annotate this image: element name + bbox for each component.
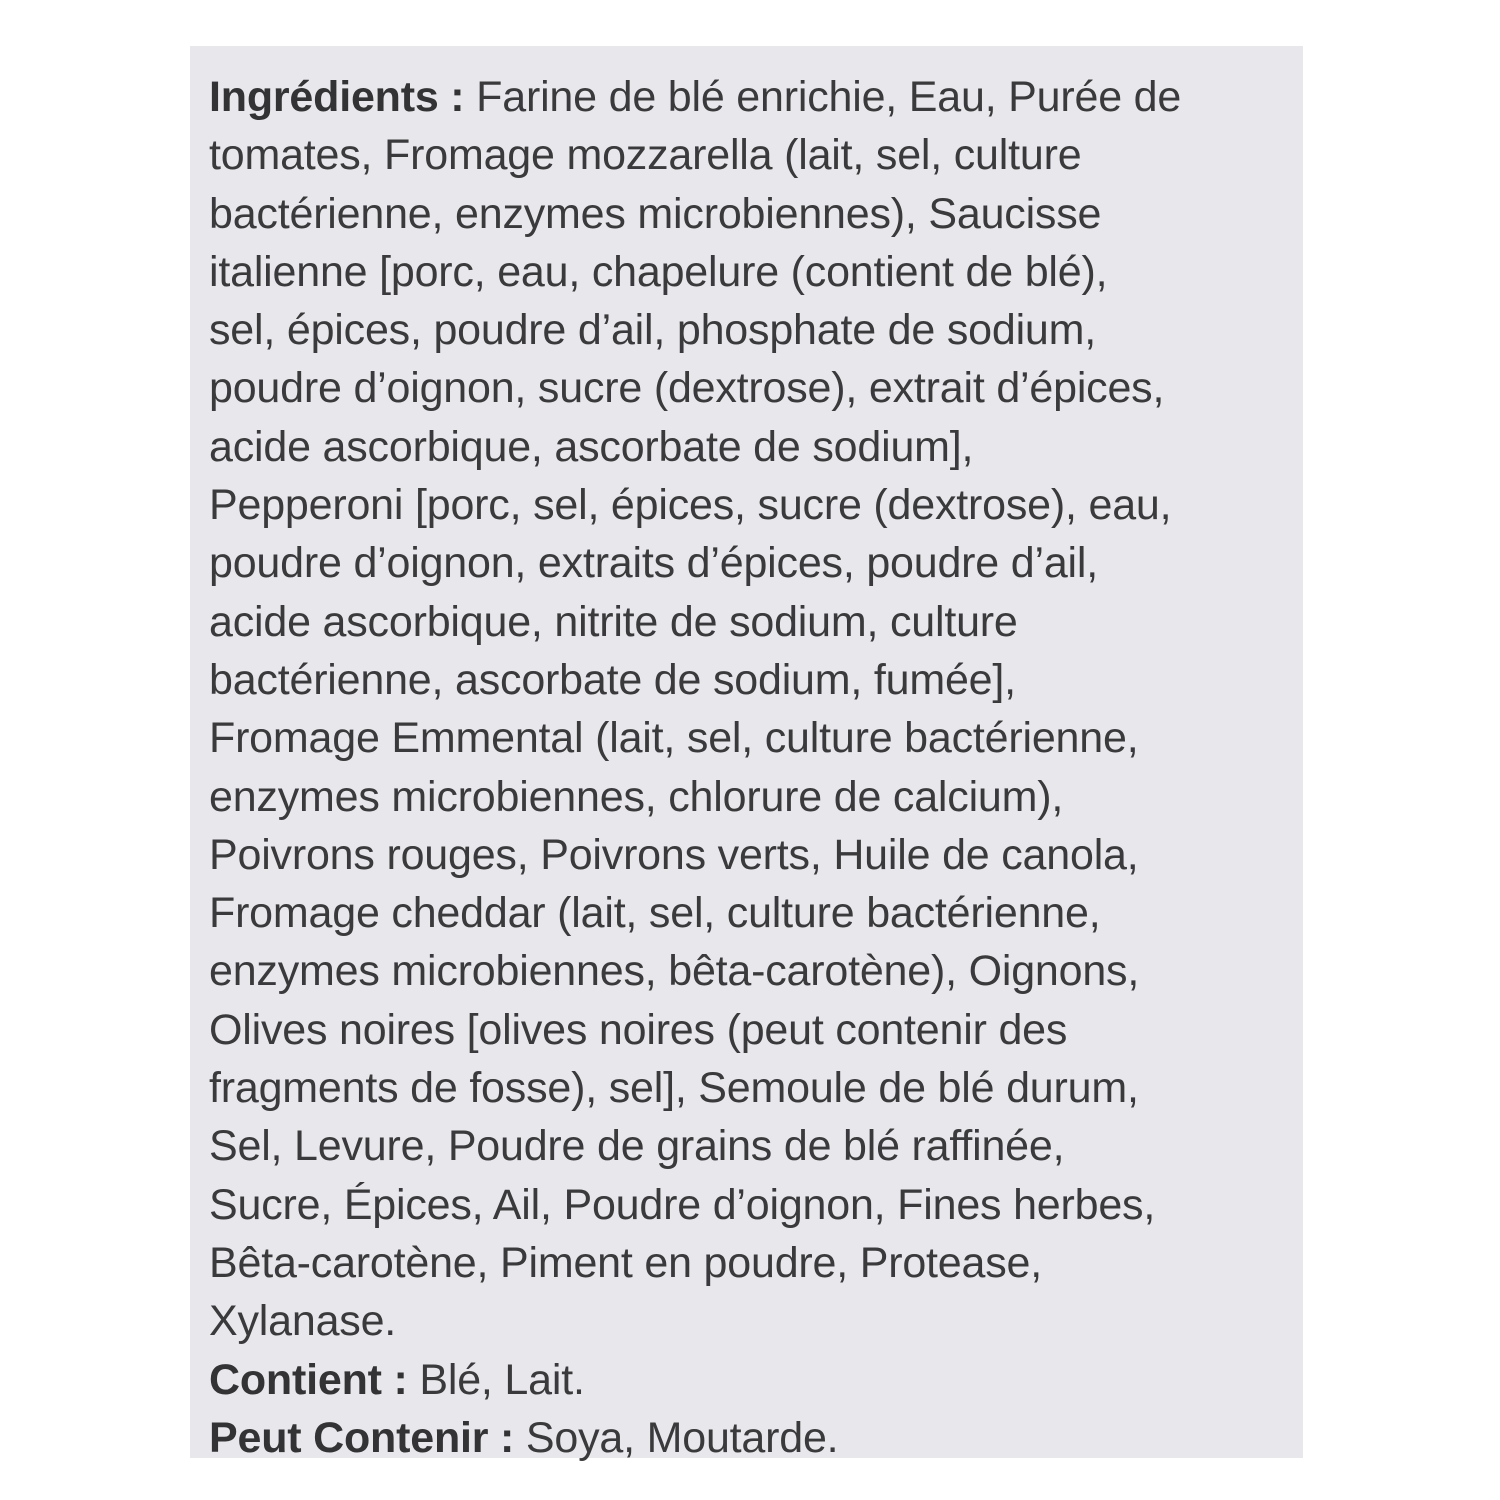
ingredients-line: poudre d’oignon, extraits d’épices, poudre d’ail,: [209, 539, 1099, 588]
ingredients-line: Bêta-carotène, Piment en poudre, Protease,: [209, 1238, 1042, 1287]
ingredients-line: bactérienne, ascorbate de sodium, fumée],: [209, 655, 1016, 704]
ingredients-text: Farine de blé enrichie, Eau, Purée de: [476, 73, 1182, 121]
ingredients-line: Fromage Emmental (lait, sel, culture bactérienne,: [209, 714, 1139, 763]
ingredients-line: Poivrons rouges, Poivrons verts, Huile de canola,: [209, 830, 1139, 879]
ingredients-line: Xylanase.: [209, 1297, 397, 1346]
ingredients-line: acide ascorbique, nitrite de sodium, culture: [209, 597, 1018, 646]
contains-line: [209, 1351, 1293, 1409]
ingredients-line: Sel, Levure, Poudre de grains de blé raffinée,: [209, 1122, 1065, 1171]
ingredients-line-1: [209, 68, 1293, 126]
may-contain-line: [209, 1409, 1293, 1467]
ingredient-text-block: [209, 68, 1293, 1467]
ingredients-line: Pepperoni [porc, sel, épices, sucre (dextrose), eau,: [209, 481, 1172, 530]
ingredients-heading: Ingrédients :: [209, 73, 465, 121]
ingredients-line: italienne [porc, eau, chapelure (contient de blé),: [209, 247, 1108, 296]
contains-text: Blé, Lait.: [419, 1355, 585, 1404]
ingredients-line: Fromage cheddar (lait, sel, culture bactérienne,: [209, 889, 1101, 938]
ingredients-line: Sucre, Épices, Ail, Poudre d’oignon, Fines herbes,: [209, 1180, 1156, 1229]
ingredients-line: Olives noires [olives noires (peut contenir des: [209, 1005, 1068, 1054]
may-contain-text: Soya, Moutarde.: [525, 1413, 839, 1462]
may-contain-heading: Peut Contenir :: [209, 1413, 515, 1462]
ingredients-line: sel, épices, poudre d’ail, phosphate de sodium,: [209, 306, 1097, 355]
ingredients-line: enzymes microbiennes, bêta-carotène), Oignons,: [209, 947, 1140, 996]
ingredients-line: bactérienne, enzymes microbiennes), Saucisse: [209, 189, 1102, 238]
ingredients-line: fragments de fosse), sel], Semoule de blé durum,: [209, 1064, 1139, 1113]
ingredients-line: enzymes microbiennes, chlorure de calcium),: [209, 772, 1064, 821]
ingredients-line: tomates, Fromage mozzarella (lait, sel, culture: [209, 131, 1082, 180]
contains-heading: Contient :: [209, 1355, 408, 1404]
ingredients-line: poudre d’oignon, sucre (dextrose), extrait d’épices,: [209, 364, 1165, 413]
ingredient-label-panel: [190, 46, 1303, 1462]
ingredients-line: acide ascorbique, ascorbate de sodium],: [209, 422, 974, 471]
